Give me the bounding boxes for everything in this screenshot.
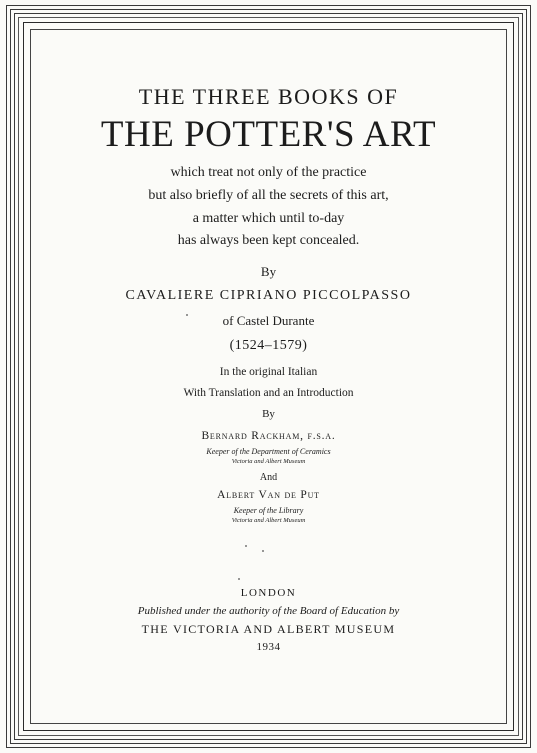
author-name: CAVALIERE CIPRIANO PICCOLPASSO: [125, 288, 412, 303]
translator-2-name: Albert Van de Put: [217, 489, 320, 501]
ink-speck: [245, 545, 247, 547]
imprint-year: 1934: [256, 641, 281, 653]
subtitle-line-3: a matter which until to-day: [192, 211, 345, 226]
author-dates: (1524–1579): [229, 338, 308, 353]
subtitle-line-1: which treat not only of the practice: [170, 165, 367, 180]
ink-speck: [262, 550, 264, 552]
ink-speck: [186, 314, 188, 316]
imprint-publisher: THE VICTORIA AND ALBERT MUSEUM: [141, 622, 396, 636]
translator-1-name: Bernard Rackham, f.s.a.: [201, 430, 336, 442]
subtitle-line-4: has always been kept concealed.: [177, 233, 360, 248]
translator-1-institution: Victoria and Albert Museum: [231, 458, 306, 465]
imprint-city: LONDON: [240, 587, 297, 599]
author-place: of Castel Durante: [222, 313, 315, 328]
subtitle-line-2: but also briefly of all the secrets of this art,: [148, 188, 389, 203]
and-label: And: [259, 472, 278, 483]
translator-2-institution: Victoria and Albert Museum: [231, 517, 306, 524]
edition-translation: With Translation and an Introduction: [183, 387, 354, 399]
by-label: By: [260, 264, 277, 279]
translator-1-role: Keeper of the Department of Ceramics: [206, 447, 331, 456]
title-line-2: THE POTTER'S ART: [100, 114, 437, 155]
imprint-authority: Published under the authority of the Board of Education by: [137, 605, 400, 617]
edition-by: By: [262, 408, 275, 420]
translator-2-role: Keeper of the Library: [233, 506, 304, 515]
title-line-1: THE THREE BOOKS OF: [138, 84, 399, 109]
ink-speck: [238, 578, 240, 580]
edition-original: In the original Italian: [219, 366, 318, 378]
